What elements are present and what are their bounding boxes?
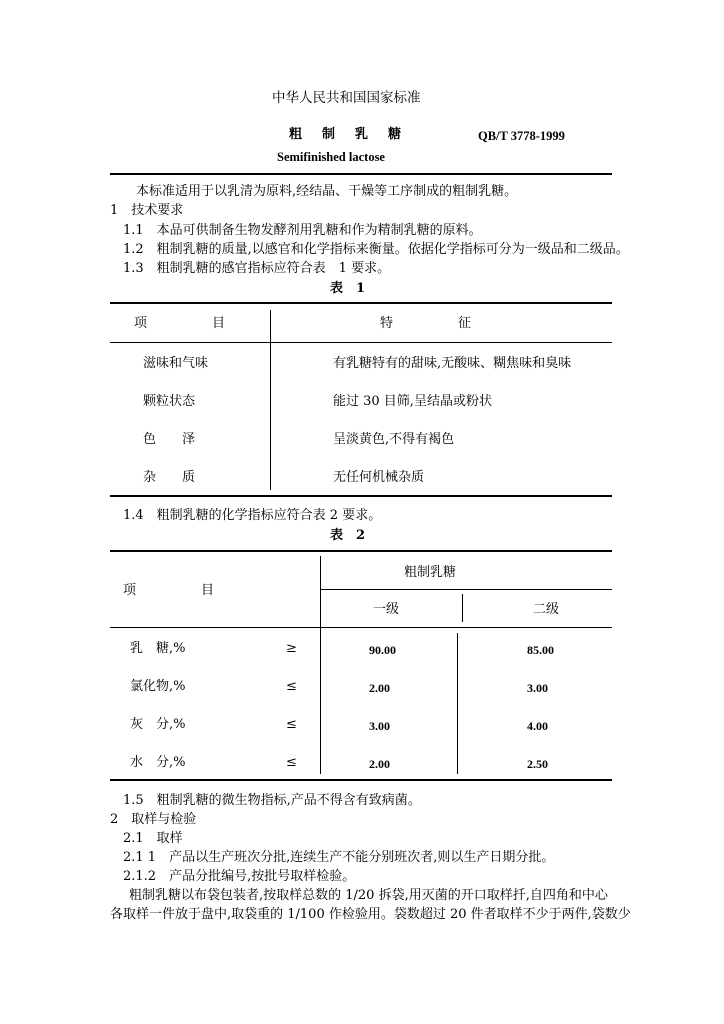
table-2-row-operator: ≤ bbox=[286, 717, 297, 732]
header-rule bbox=[110, 173, 612, 175]
paragraph-1-3: 1.3 粗制乳糖的感官指标应符合表 1 要求。 bbox=[123, 261, 391, 276]
table-rule bbox=[320, 589, 612, 590]
title-cn-char: 粗 bbox=[289, 127, 303, 142]
body-line: 各取样一件放于盘中,取袋重的 1/100 作检验用。袋数超过 20 件者取样不少于两件,袋数少 bbox=[110, 907, 631, 922]
paragraph-1-4: 1.4 粗制乳糖的化学指标应符合表 2 要求。 bbox=[123, 508, 382, 523]
table-2-row-grade1: 2.00 bbox=[369, 681, 390, 695]
table-2-row-grade2: 2.50 bbox=[527, 757, 548, 771]
table-column-divider bbox=[320, 556, 321, 774]
standard-org: 中华人民共和国国家标准 bbox=[272, 90, 421, 106]
table-2-header-group: 粗制乳糖 bbox=[404, 565, 457, 580]
paragraph-2-1-1: 2.1 1 产品以生产班次分批,连续生产不能分别班次者,则以生产日期分批。 bbox=[123, 850, 555, 865]
table-1-caption: 表 1 bbox=[330, 281, 366, 296]
paragraph-2-1-2: 2.1.2 产品分批编号,按批号取样检验。 bbox=[123, 869, 356, 884]
table-2-row-grade1: 2.00 bbox=[369, 757, 390, 771]
title-en: Semifinished lactose bbox=[277, 150, 385, 164]
title-cn-char: 制 bbox=[322, 127, 336, 142]
paragraph-1-5: 1.5 粗制乳糖的微生物指标,产品不得含有致病菌。 bbox=[123, 793, 421, 808]
table-rule bbox=[110, 495, 612, 497]
paragraph-1-1: 1.1 本品可供制备生物发酵剂用乳糖和作为精制乳糖的原料。 bbox=[123, 223, 482, 238]
intro-paragraph: 本标准适用于以乳清为原料,经结晶、干燥等工序制成的粗制乳糖。 bbox=[136, 184, 518, 199]
table-2-row-item: 水 分,% bbox=[130, 755, 186, 770]
table-2-header-item: 项 目 bbox=[123, 583, 215, 598]
table-column-divider bbox=[462, 594, 463, 622]
table-1-row-feature: 呈淡黄色,不得有褐色 bbox=[333, 432, 455, 447]
standard-code: QB/T 3778-1999 bbox=[478, 129, 565, 143]
table-2-row-operator: ≥ bbox=[286, 641, 297, 656]
table-2-row-item: 氯化物,% bbox=[130, 679, 186, 694]
table-2-row-item: 灰 分,% bbox=[130, 717, 186, 732]
paragraph-2-1: 2.1 取样 bbox=[123, 831, 183, 846]
table-1-row-item: 颗粒状态 bbox=[143, 394, 196, 409]
table-1-row-item: 滋味和气味 bbox=[143, 356, 209, 371]
section-1-heading: 1 技术要求 bbox=[110, 203, 184, 218]
table-2-row-grade1: 3.00 bbox=[369, 719, 390, 733]
table-column-divider bbox=[270, 310, 271, 490]
table-rule bbox=[110, 779, 612, 781]
table-1-row-feature: 无任何机械杂质 bbox=[333, 470, 425, 485]
table-2-row-item: 乳 糖,% bbox=[130, 641, 186, 656]
table-2-row-grade2: 85.00 bbox=[527, 643, 554, 657]
table-rule bbox=[110, 627, 612, 628]
table-1-row-feature: 有乳糖特有的甜味,无酸味、糊焦味和臭味 bbox=[333, 356, 572, 371]
table-rule bbox=[110, 550, 612, 552]
table-2-caption: 表 2 bbox=[330, 528, 366, 543]
title-cn-char: 糖 bbox=[388, 127, 402, 142]
table-1-row-feature: 能过 30 目筛,呈结晶或粉状 bbox=[333, 394, 492, 409]
table-2-header-grade1: 一级 bbox=[373, 602, 400, 617]
table-rule bbox=[110, 302, 612, 304]
paragraph-1-2: 1.2 粗制乳糖的质量,以感官和化学指标来衡量。依据化学指标可分为一级品和二级品。 bbox=[123, 242, 629, 257]
table-column-divider bbox=[457, 633, 458, 774]
table-2-row-grade2: 4.00 bbox=[527, 719, 548, 733]
table-2-row-operator: ≤ bbox=[286, 755, 297, 770]
table-1-header-item: 项 目 bbox=[134, 316, 226, 331]
table-2-row-operator: ≤ bbox=[286, 679, 297, 694]
table-2-header-grade2: 二级 bbox=[533, 602, 560, 617]
section-2-heading: 2 取样与检验 bbox=[110, 812, 197, 827]
table-2-row-grade1: 90.00 bbox=[369, 643, 396, 657]
table-1-row-item: 色 泽 bbox=[143, 432, 196, 447]
table-rule bbox=[110, 342, 612, 343]
table-1-header-feature: 特 征 bbox=[380, 316, 472, 331]
title-cn-char: 乳 bbox=[355, 127, 369, 142]
table-2-row-grade2: 3.00 bbox=[527, 681, 548, 695]
body-line: 粗制乳糖以布袋包装者,按取样总数的 1/20 拆袋,用灭菌的开口取样扦,自四角和中心 bbox=[129, 888, 608, 903]
table-1-row-item: 杂 质 bbox=[143, 470, 196, 485]
